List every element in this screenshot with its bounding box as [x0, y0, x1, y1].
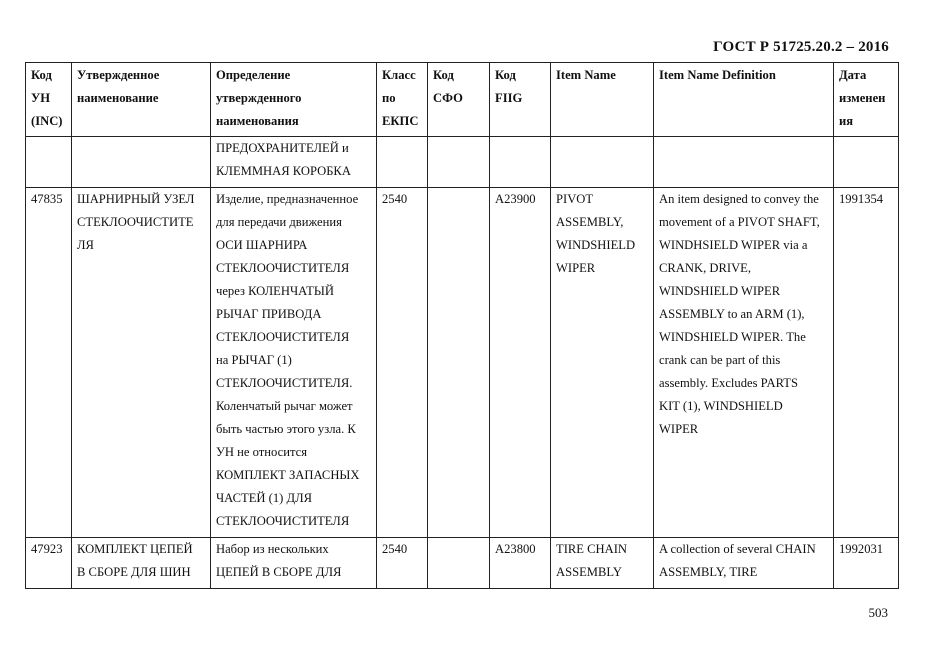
cell-item-name-definition [654, 137, 834, 188]
column-header-item-name: Item Name [551, 63, 654, 137]
cell-class: 2540 [377, 538, 428, 589]
table-header-row [26, 63, 899, 137]
column-header-change-date: Дата изменен ия [834, 63, 899, 137]
cell-fiig: A23800 [490, 538, 551, 589]
cell-change-date [834, 137, 899, 188]
cell-change-date: 1992031 [834, 538, 899, 589]
cell-inc: 47835 [26, 188, 72, 538]
column-header-definition: Определение утвержденного наименования [211, 63, 377, 137]
cell-item-name-definition: An item designed to convey the movement of a PIVOT SHAFT, WINDHSIELD WIPER via a CRANK, DRIVE, WINDSHIELD WIPER ASSEMBLY to an ARM (1), WINDSHIELD WIPER. The crank can be part of this assembly. Excludes PARTS KIT (1), WINDSHIELD WIPER [654, 188, 834, 538]
cell-fiig: A23900 [490, 188, 551, 538]
cell-sfo [428, 137, 490, 188]
cell-class [377, 137, 428, 188]
cell-sfo [428, 188, 490, 538]
cell-definition: Изделие, предназначенное для передачи движения ОСИ ШАРНИРА СТЕКЛООЧИСТИТЕЛЯ через КОЛЕНЧАТЫЙ РЫЧАГ ПРИВОДА СТЕКЛООЧИСТИТЕЛЯ на РЫЧАГ (1) СТЕКЛООЧИСТИТЕЛЯ. Коленчатый рычаг может быть частью этого узла. К УН не относится КОМПЛЕКТ ЗАПАСНЫХ ЧАСТЕЙ (1) ДЛЯ СТЕКЛООЧИСТИТЕЛЯ [211, 188, 377, 538]
cell-change-date: 1991354 [834, 188, 899, 538]
cell-fiig [490, 137, 551, 188]
column-header-item-name-definition: Item Name Definition [654, 63, 834, 137]
page-number: 503 [868, 605, 888, 620]
cell-definition: ПРЕДОХРАНИТЕЛЕЙ и КЛЕММНАЯ КОРОБКА [211, 137, 377, 188]
column-header-fiig: Код FIIG [490, 63, 551, 137]
cell-item-name: TIRE CHAIN ASSEMBLY [551, 538, 654, 589]
cell-item-name [551, 137, 654, 188]
item-names-table [25, 62, 899, 589]
cell-inc: 47923 [26, 538, 72, 589]
column-header-sfo: Код СФО [428, 63, 490, 137]
cell-approved-name: КОМПЛЕКТ ЦЕПЕЙ В СБОРЕ ДЛЯ ШИН [72, 538, 211, 589]
cell-item-name: PIVOT ASSEMBLY, WINDSHIELD WIPER [551, 188, 654, 538]
cell-inc [26, 137, 72, 188]
table-row [26, 538, 899, 589]
cell-definition: Набор из нескольких ЦЕПЕЙ В СБОРЕ ДЛЯ [211, 538, 377, 589]
document-code: ГОСТ Р 51725.20.2 – 2016 [713, 39, 889, 55]
column-header-approved-name: Утвержденное наименование [72, 63, 211, 137]
cell-item-name-definition: A collection of several CHAIN ASSEMBLY, TIRE [654, 538, 834, 589]
column-header-class: Класс по ЕКПС [377, 63, 428, 137]
column-header-inc: Код УН (INC) [26, 63, 72, 137]
cell-class: 2540 [377, 188, 428, 538]
cell-approved-name: ШАРНИРНЫЙ УЗЕЛ СТЕКЛООЧИСТИТЕ ЛЯ [72, 188, 211, 538]
cell-sfo [428, 538, 490, 589]
table-row [26, 188, 899, 538]
cell-approved-name [72, 137, 211, 188]
table-row [26, 137, 899, 188]
